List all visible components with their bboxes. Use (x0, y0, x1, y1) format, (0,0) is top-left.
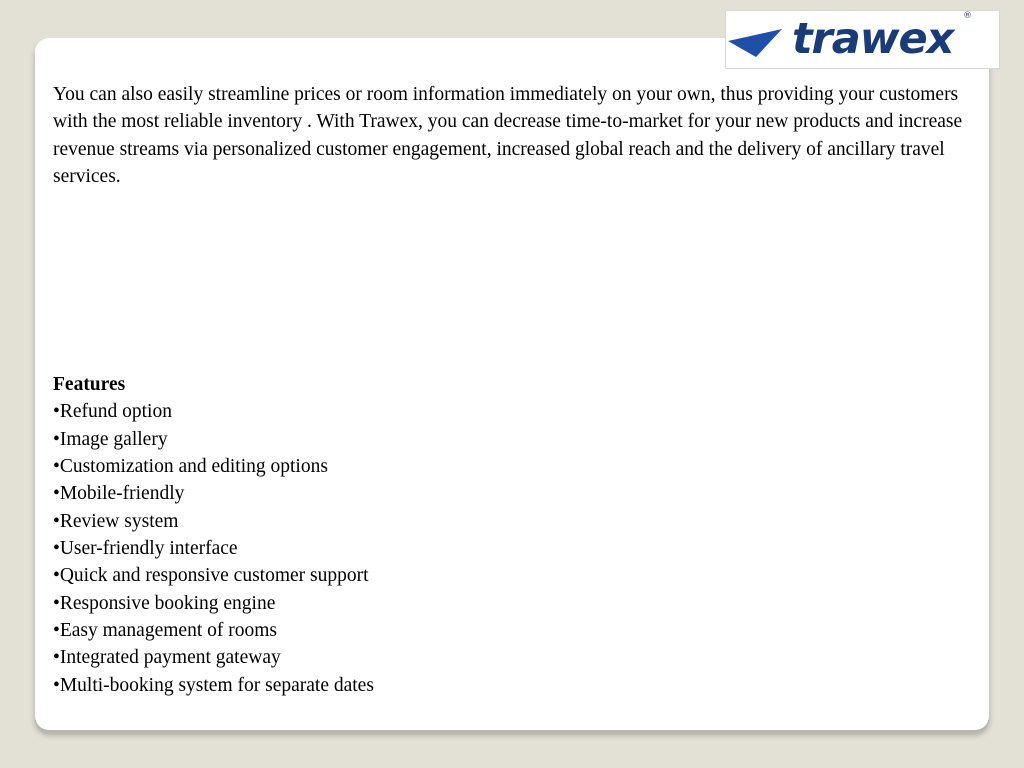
logo-wordmark: trawex (792, 14, 954, 64)
list-item: •Quick and responsive customer support (53, 565, 369, 587)
features-list (53, 398, 374, 699)
list-item: •Mobile-friendly (53, 483, 185, 505)
list-item: •Customization and editing options (53, 456, 328, 478)
list-item: •Image gallery (53, 428, 168, 450)
list-item: •User-friendly interface (53, 538, 238, 560)
arrow-logo-icon (726, 11, 796, 70)
list-item: •Easy management of rooms (53, 620, 277, 642)
intro-paragraph: You can also easily streamline prices or room information immediately on your own, thus providing your customers with the most reliable inventory . With Trawex, you can decrease time-to-market for your new products and increase revenue streams via personalized customer engagement, increased global reach and the delivery of ancillary travel services. (53, 84, 963, 187)
list-item: •Responsive booking engine (53, 592, 276, 614)
features-heading: Features (53, 374, 126, 395)
list-item: •Multi-booking system for separate dates (53, 674, 374, 696)
list-item: •Integrated payment gateway (53, 647, 281, 669)
trawex-logo (725, 10, 1000, 69)
features-section (53, 371, 374, 699)
list-item: •Review system (53, 510, 179, 532)
list-item: •Refund option (53, 401, 172, 423)
registered-mark: ® (963, 11, 972, 21)
